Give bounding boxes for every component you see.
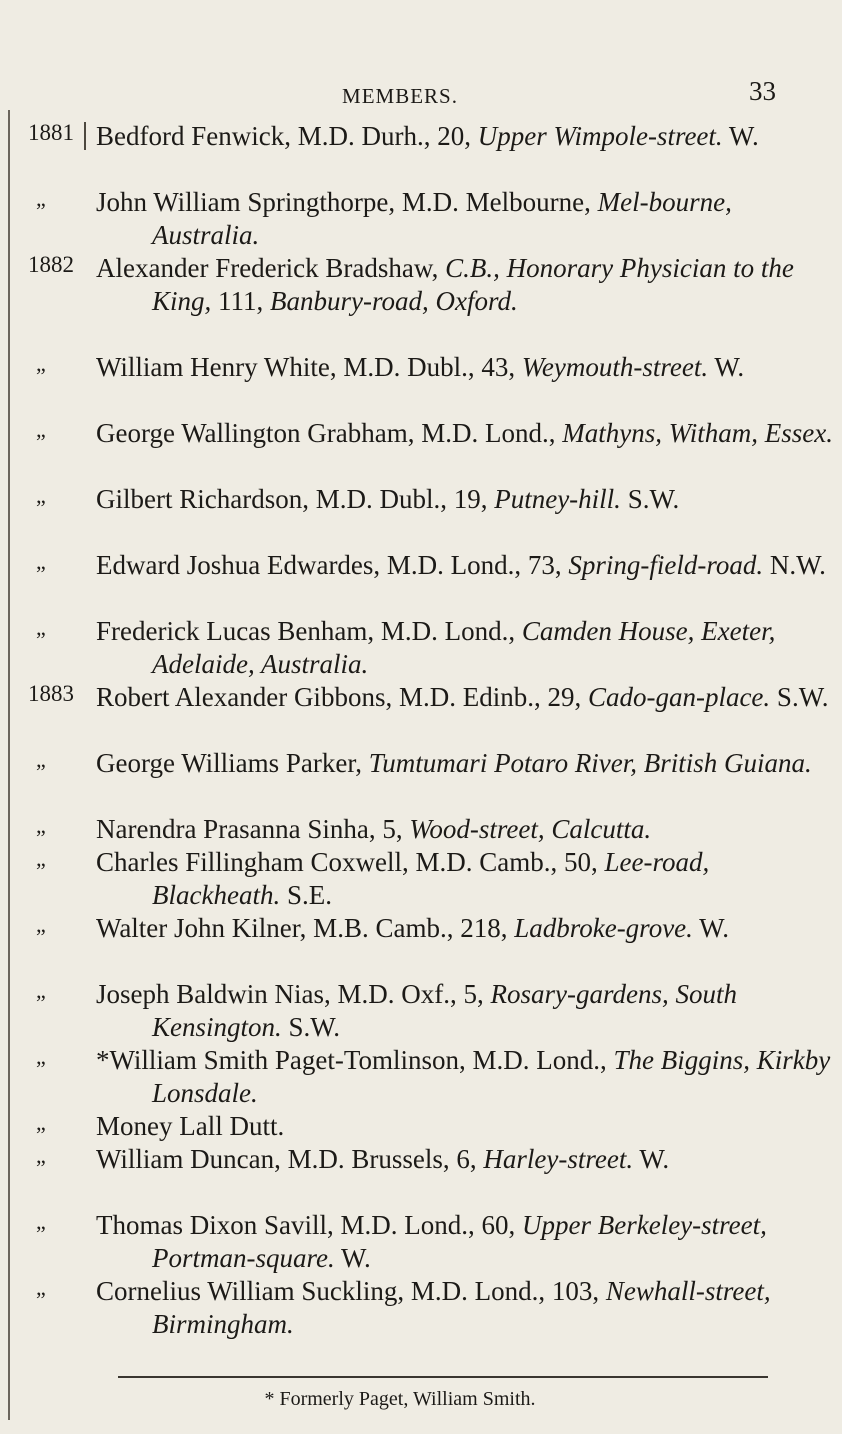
entry-text-run: William Duncan, M.D. Brussels, 6, <box>96 1144 484 1174</box>
entry-text-run: Charles Fillingham Coxwell, M.D. Camb., 50, <box>96 847 605 877</box>
ditto-mark: „ <box>36 978 46 1003</box>
address-italic: Spring-field-road. <box>568 550 764 580</box>
entry-text-run: Alexander Frederick Bradshaw, <box>96 253 446 283</box>
entry-text-run: *William Smith Paget-Tomlinson, M.D. Lond., <box>96 1045 614 1075</box>
address-italic: Tumtumari Potaro River, British Guiana. <box>368 748 812 778</box>
address-italic: Mel-bourne, Australia. <box>152 187 732 250</box>
entry-text-run: Edward Joshua Edwardes, M.D. Lond., 73, <box>96 550 569 580</box>
ditto-mark: „ <box>36 1209 46 1234</box>
footnote-rule <box>118 1376 768 1378</box>
address-italic: Banbury-road, Oxford. <box>270 286 518 316</box>
entry-text-run: Robert Alexander Gibbons, M.D. Edinb., 29, <box>96 682 588 712</box>
ditto-mark: „ <box>36 747 46 772</box>
address-italic: Cado-gan-place. <box>587 682 771 712</box>
ditto-mark: „ <box>36 1110 46 1135</box>
ditto-mark: „ <box>36 483 46 508</box>
entry-text-run: S.W. <box>770 682 829 712</box>
entry-text-run: W. <box>334 1243 371 1273</box>
ditto-mark: „ <box>36 186 46 211</box>
address-italic: Lee-road, Blackheath. <box>152 847 710 910</box>
address-italic: Upper Wimpole-street. <box>477 121 723 151</box>
page-number: 33 <box>749 76 776 106</box>
member-entry-text <box>96 681 842 714</box>
footnote: * Formerly Paget, William Smith. <box>264 1388 536 1410</box>
member-entry-text <box>96 549 842 582</box>
ditto-mark: „ <box>36 615 46 640</box>
entry-text-run: Gilbert Richardson, M.D. Dubl., 19, <box>96 484 495 514</box>
entry-text-run: 111, <box>211 286 271 316</box>
member-entry-text <box>96 1275 842 1341</box>
member-entry-text <box>96 252 842 318</box>
address-italic: Wood-street, Calcutta. <box>409 814 652 844</box>
address-italic: Weymouth-street. <box>521 352 709 382</box>
member-entry-text <box>96 483 842 516</box>
running-head-title: MEMBERS. <box>342 84 458 108</box>
entry-text-run: Money Lall Dutt. <box>96 1111 285 1141</box>
entry-text-run: W. <box>692 913 729 943</box>
address-italic: Rosary-gardens, South Kensington. <box>152 979 737 1042</box>
entry-text-run: S.W. <box>281 1012 341 1042</box>
address-italic: The Biggins, Kirkby Lonsdale. <box>152 1045 831 1108</box>
member-entry-text <box>96 846 842 912</box>
address-italic: Ladbroke-grove. <box>514 913 693 943</box>
member-entry-text <box>96 120 842 153</box>
ditto-mark: „ <box>36 1275 46 1300</box>
entry-text-run: W. <box>722 121 759 151</box>
ditto-mark: „ <box>36 549 46 574</box>
ditto-mark: „ <box>36 1044 46 1069</box>
entry-text-run: Narendra Prasanna Sinha, 5, <box>96 814 410 844</box>
ditto-mark: „ <box>36 813 46 838</box>
entry-text-run: Bedford Fenwick, M.D. Durh., 20, <box>96 121 478 151</box>
entry-text-run: W. <box>708 352 745 382</box>
address-italic: Putney-hill. <box>494 484 621 514</box>
address-italic: C.B., Honorary Physician to the King, <box>152 253 794 316</box>
running-head <box>0 76 800 114</box>
entry-text-run: W. <box>633 1144 670 1174</box>
member-entry-text <box>96 1110 842 1143</box>
entry-text-run: George Williams Parker, <box>96 748 369 778</box>
entry-text-run: John William Springthorpe, M.D. Melbourne, <box>96 187 598 217</box>
election-year: 1882 <box>28 252 74 277</box>
page-edge-rule <box>8 110 10 1420</box>
ditto-mark: „ <box>36 912 46 937</box>
bracket-mark <box>84 122 86 150</box>
election-year: 1883 <box>28 681 74 706</box>
member-entry-text <box>96 813 842 846</box>
member-entry-text <box>96 1044 842 1110</box>
entry-text-run: S.E. <box>280 880 332 910</box>
address-italic: Newhall-street, Birmingham. <box>152 1276 771 1339</box>
entry-text-run: S.W. <box>620 484 680 514</box>
member-entry-text <box>96 615 842 681</box>
member-entry-text <box>96 417 842 450</box>
member-entry-text <box>96 912 842 945</box>
member-entry-text <box>96 1209 842 1275</box>
member-entry-text <box>96 351 842 384</box>
address-italic: Mathyns, Witham, Essex. <box>562 418 833 448</box>
member-entry-text <box>96 978 842 1044</box>
ditto-mark: „ <box>36 846 46 871</box>
address-italic: Camden House, Exeter, Adelaide, Australia. <box>152 616 776 679</box>
entry-text-run: N.W. <box>763 550 826 580</box>
entry-text-run: Walter John Kilner, M.B. Camb., 218, <box>96 913 515 943</box>
entry-text-run: George Wallington Grabham, M.D. Lond., <box>96 418 563 448</box>
entry-text-run: Cornelius William Suckling, M.D. Lond., 103, <box>96 1276 606 1306</box>
member-entry-text <box>96 747 842 780</box>
ditto-mark: „ <box>36 351 46 376</box>
entry-text-run: Joseph Baldwin Nias, M.D. Oxf., 5, <box>96 979 491 1009</box>
address-italic: Harley-street. <box>483 1144 634 1174</box>
entry-text-run: Thomas Dixon Savill, M.D. Lond., 60, <box>96 1210 522 1240</box>
member-entry-text <box>96 186 842 252</box>
election-year: 1881 <box>28 120 74 145</box>
entry-text-run: William Henry White, M.D. Dubl., 43, <box>96 352 522 382</box>
member-entry-text <box>96 1143 842 1176</box>
address-italic: Upper Berkeley-street, Portman-square. <box>152 1210 767 1273</box>
ditto-mark: „ <box>36 417 46 442</box>
ditto-mark: „ <box>36 1143 46 1168</box>
entry-text-run: Frederick Lucas Benham, M.D. Lond., <box>96 616 522 646</box>
